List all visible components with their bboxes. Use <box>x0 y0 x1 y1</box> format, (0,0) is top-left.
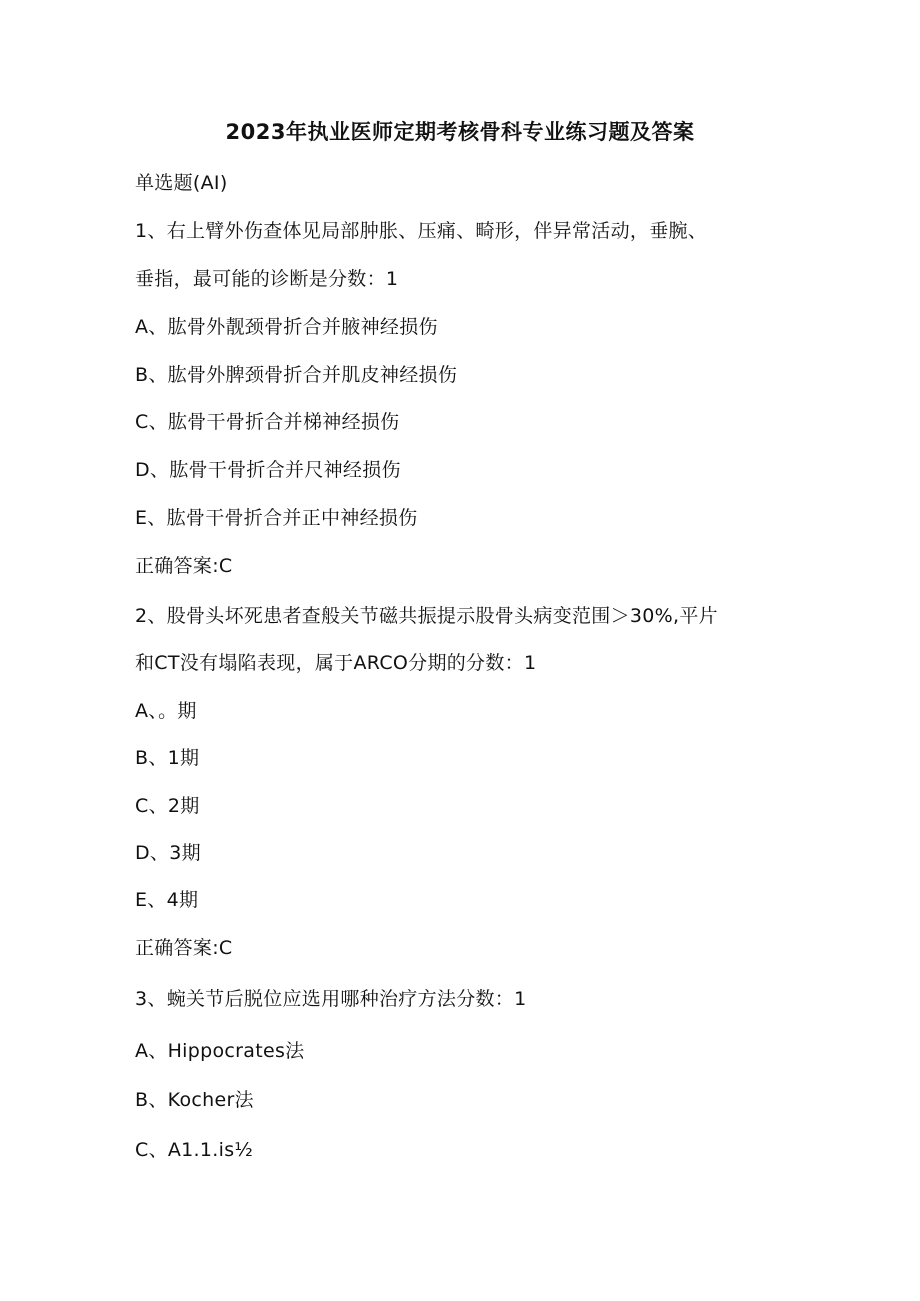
question-3-option-a: A、Hippocrates法 <box>135 1040 305 1062</box>
question-2-option-b: B、1期 <box>135 747 200 769</box>
question-1-option-e: E、肱骨干骨折合并正中神经损伤 <box>135 507 418 529</box>
question-3-option-b: B、Kocher法 <box>135 1089 254 1111</box>
question-1-option-b: B、肱骨外脾颈骨折合并肌皮神经损伤 <box>135 364 458 386</box>
question-2-option-e: E、4期 <box>135 889 199 911</box>
question-1-option-c: C、肱骨干骨折合并梯神经损伤 <box>135 411 400 433</box>
question-2-option-d: D、3期 <box>135 842 201 864</box>
question-2-stem-line-2: 和CT没有塌陷表现，属于ARCO分期的分数：1 <box>135 652 537 674</box>
question-2-answer: 正确答案:C <box>135 937 233 959</box>
section-heading: 单选题(AI) <box>135 172 228 194</box>
question-3-stem: 3、蜿关节后脱位应选用哪种治疗方法分数：1 <box>135 988 527 1010</box>
question-1-option-d: D、肱骨干骨折合并尺神经损伤 <box>135 459 401 481</box>
question-1-stem-line-2: 垂指，最可能的诊断是分数：1 <box>135 268 399 290</box>
question-2-option-c: C、2期 <box>135 795 200 817</box>
question-1-option-a: A、肱骨外靓颈骨折合并腋神经损伤 <box>135 316 438 338</box>
question-3-option-c: C、A1.1.is½ <box>135 1139 254 1161</box>
question-2-stem-line-1: 2、股骨头坏死患者查般关节磁共振提示股骨头病变范围＞30%,平片 <box>135 605 718 627</box>
question-1-answer: 正确答案:C <box>135 555 233 577</box>
question-1-stem-line-1: 1、右上臂外伤查体见局部肿胀、压痛、畸形，伴异常活动，垂腕、 <box>135 220 708 242</box>
question-2-option-a: A、。期 <box>135 700 197 722</box>
document-title: 2023年执业医师定期考核骨科专业练习题及答案 <box>225 120 695 144</box>
